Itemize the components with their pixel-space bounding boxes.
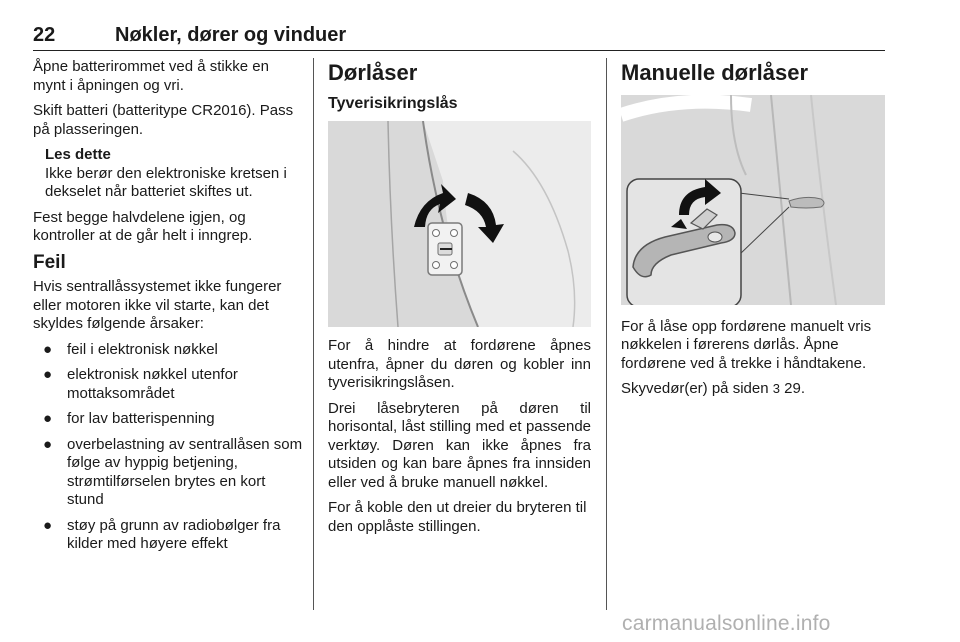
section-heading-dorlaser: Dørlåser: [328, 60, 418, 85]
paragraph: Fest begge halvdelene igjen, og kontroller at de går helt i inngrep.: [33, 208, 253, 244]
note-title: Les dette: [45, 146, 111, 163]
column-middle: [328, 60, 591, 543]
bullet-icon: ●: [43, 410, 53, 427]
column-divider: [606, 58, 607, 610]
list-item-text: elektronisk nøkkel utenfor mottaksområdet: [67, 366, 238, 402]
page-reference-link[interactable]: 29.: [784, 380, 805, 397]
cross-reference-text: Skyvedør(er) på siden: [621, 380, 769, 397]
column-right: [621, 60, 885, 406]
door-handle-illustration: [621, 95, 885, 305]
page-reference-icon: 3: [772, 381, 780, 396]
page-header: [33, 16, 885, 51]
list-item: [33, 436, 303, 510]
cause-list: [33, 341, 303, 554]
list-item: [33, 366, 303, 403]
watermark: carmanualsonline.info: [622, 612, 831, 635]
bullet-icon: ●: [43, 435, 53, 453]
list-item: [33, 517, 303, 554]
list-item-text: feil i elektronisk nøkkel: [67, 340, 218, 358]
column-left: [33, 58, 303, 561]
door-handle-drawing: [621, 95, 885, 305]
page-title: Nøkler, dører og vinduer: [115, 24, 347, 46]
list-item: [33, 341, 303, 360]
paragraph: Skift batteri (batteritype CR2016). Pass på plasseringen.: [33, 102, 294, 138]
section-heading-feil: Feil: [33, 251, 66, 273]
section-heading-manuelle-dorlaser: Manuelle dørlåser: [621, 60, 809, 85]
paragraph: Drei låsebryteren på døren til horisontal, låst stilling med et passende verktøy. Døren kan ikke åpnes fra utsiden og kan bare åpnes fra innsiden eller ved å bruke manuell nøkkel.: [328, 399, 591, 491]
paragraph: For å koble den ut dreier du bryteren til den opplåste stillingen.: [328, 499, 587, 535]
bullet-icon: ●: [43, 516, 53, 534]
paragraph: Hvis sentrallåssystemet ikke fungerer eller motoren ikke vil starte, kan det skyldes følgende årsaker:: [33, 278, 282, 332]
paragraph: For å hindre at fordørene åpnes utenfra, åpner du døren og kobler inn tyverisikringslåsen.: [328, 337, 591, 391]
paragraph: Åpne batterirommet ved å stikke en mynt i åpningen og vri.: [33, 58, 269, 94]
door-lock-drawing: [328, 121, 591, 327]
list-item-text: overbelastning av sentrallåsen som følge av hyppig betjening, strømtilførselen brytes en kort stund: [67, 435, 303, 508]
door-lock-illustration: [328, 121, 591, 327]
note-box: [45, 146, 303, 202]
bullet-icon: ●: [43, 340, 53, 358]
page-number: 22: [33, 24, 56, 46]
subheading-tyverisikringslas: Tyverisikringslås: [328, 94, 458, 112]
paragraph: For å låse opp fordørene manuelt vris nøkkelen i førerens dørlås. Åpne fordørene ved å trekke i håndtakene.: [621, 317, 872, 372]
column-divider: [313, 58, 314, 610]
note-text: Ikke berør den elektroniske kretsen i dekselet når batteriet skiftes ut.: [45, 164, 287, 200]
list-item-text: støy på grunn av radiobølger fra kilder med høyere effekt: [67, 516, 281, 552]
list-item-text: for lav batterispenning: [67, 410, 215, 427]
paragraph: [621, 380, 885, 399]
list-item: [33, 410, 303, 429]
bullet-icon: ●: [43, 366, 53, 383]
